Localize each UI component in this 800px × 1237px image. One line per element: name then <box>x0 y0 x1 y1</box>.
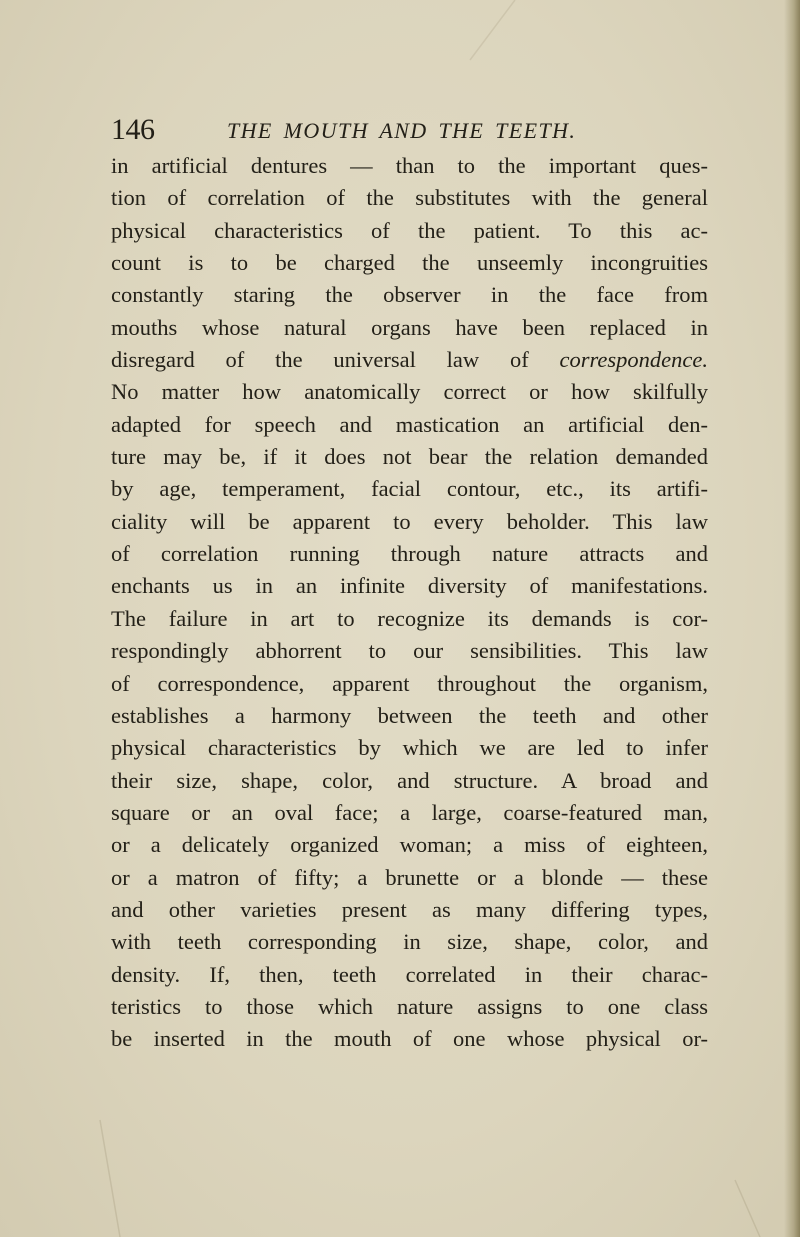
text-line: be inserted in the mouth of one whose physical or- <box>111 1026 708 1052</box>
text-line: density. If, then, teeth correlated in their charac- <box>111 961 708 987</box>
text-line: physical characteristics of the patient. To this ac- <box>111 217 708 243</box>
text-line: in artificial dentures — than to the important ques- <box>111 153 708 178</box>
text-line: mouths whose natural organs have been replaced in <box>111 314 708 340</box>
italic-phrase: correspondence. <box>559 347 708 373</box>
text-line: ciality will be apparent to every beholder. This law <box>111 508 708 534</box>
text-line: ture may be, if it does not bear the relation demanded <box>111 444 708 470</box>
text-line: physical characteristics by which we are led to infer <box>111 735 708 761</box>
text-line: constantly staring the observer in the face from <box>111 282 708 308</box>
text-line: teristics to those which nature assigns to one class <box>111 993 708 1019</box>
body-paragraph <box>111 150 708 1056</box>
text-line: their size, shape, color, and structure. A broad and <box>111 767 708 793</box>
text-line: count is to be charged the unseemly incongruities <box>111 250 708 276</box>
text-line: adapted for speech and mastication an artificial den- <box>111 411 708 437</box>
text-line: No matter how anatomically correct or how skilfully <box>111 379 708 405</box>
text-line: by age, temperament, facial contour, etc., its artifi- <box>111 476 708 502</box>
text-line: establishes a harmony between the teeth and other <box>111 702 708 728</box>
running-head: THE MOUTH AND THE TEETH. <box>227 118 577 143</box>
text-line-start: disregard of the universal law of <box>111 347 560 373</box>
text-line: of correspondence, apparent throughout the organism, <box>111 670 708 696</box>
text-line: with teeth corresponding in size, shape, color, and <box>111 929 708 955</box>
text-line: of correlation running through nature attracts and <box>111 541 708 567</box>
text-line: respondingly abhorrent to our sensibilities. This law <box>111 638 708 664</box>
text-line: square or an oval face; a large, coarse-featured man, <box>111 799 708 825</box>
text-line-with-italic <box>111 344 708 376</box>
text-line: or a delicately organized woman; a miss of eighteen, <box>111 832 708 858</box>
text-line: The failure in art to recognize its demands is cor- <box>111 605 708 631</box>
page-edge-shadow <box>784 0 800 1237</box>
text-line: and other varieties present as many differing types, <box>111 896 708 922</box>
text-line: or a matron of fifty; a brunette or a blonde — these <box>111 864 708 890</box>
text-line: tion of correlation of the substitutes with the general <box>111 185 708 211</box>
page-number: 146 <box>111 113 155 146</box>
text-line: enchants us in an infinite diversity of manifestations. <box>111 573 708 599</box>
